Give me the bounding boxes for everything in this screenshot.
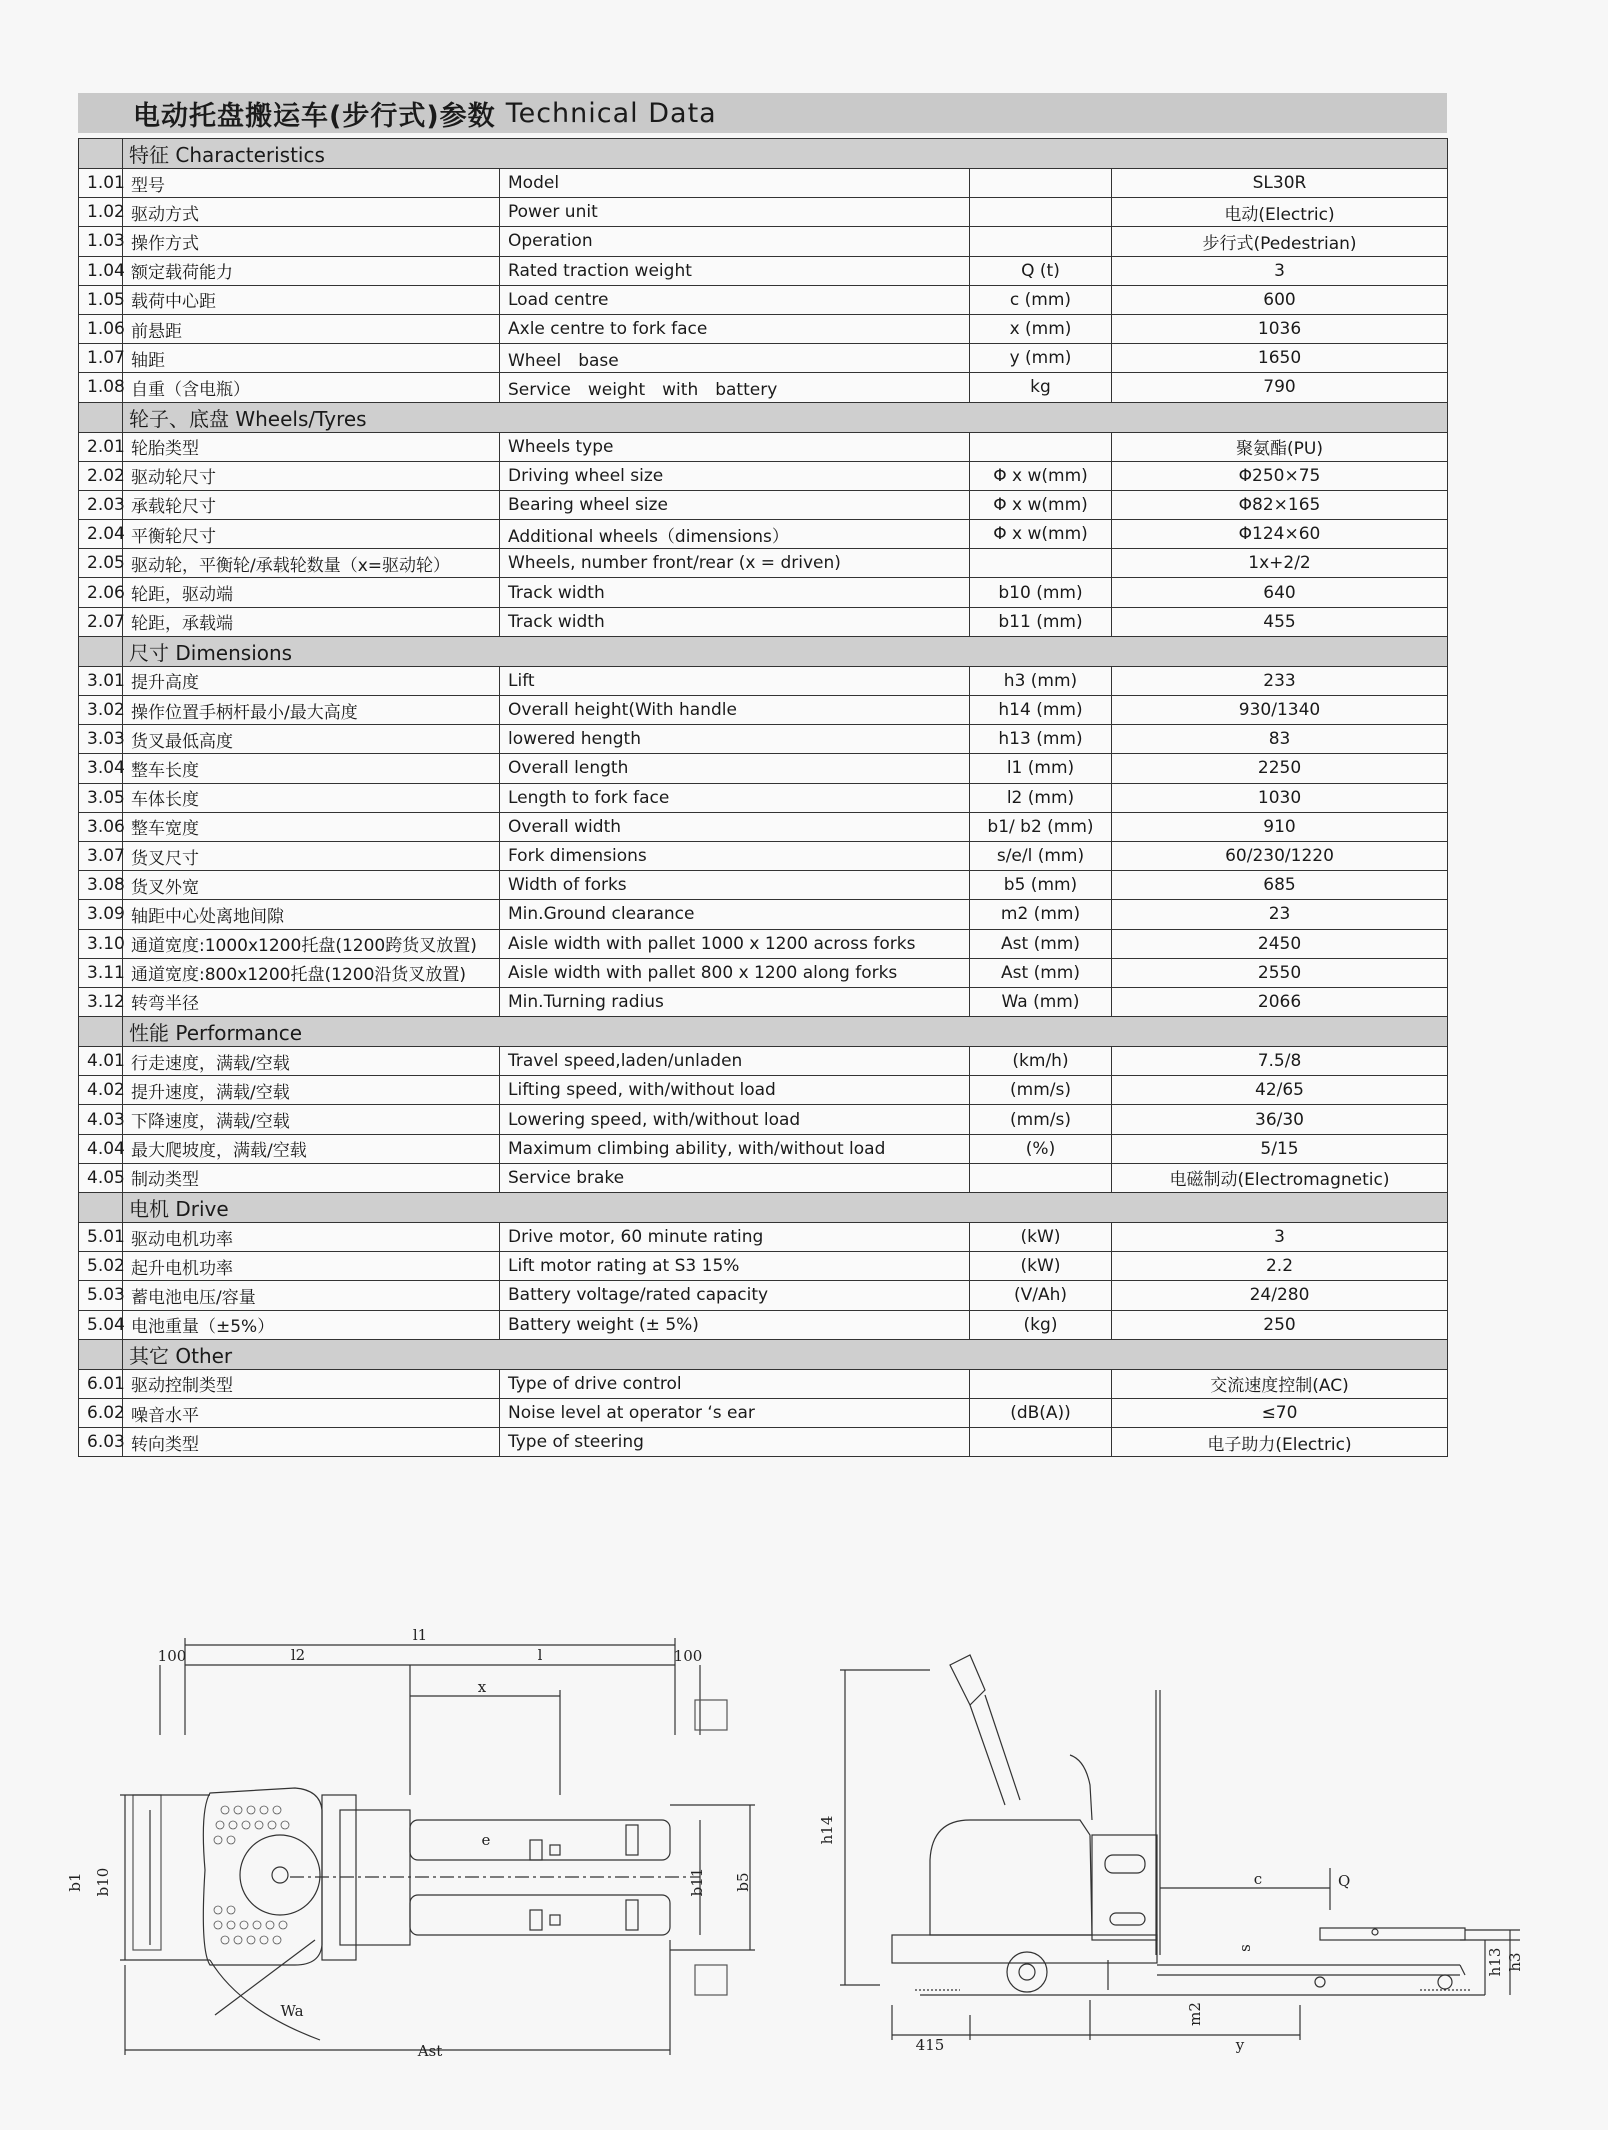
row-unit xyxy=(970,1163,1112,1192)
table-row xyxy=(79,490,1448,519)
row-label-cn: 承载轮尺寸 xyxy=(123,490,500,519)
row-label-cn: 平衡轮尺寸 xyxy=(123,520,500,549)
row-label-en: Overall height(With handle xyxy=(500,696,970,725)
row-value: Φ82×165 xyxy=(1112,490,1448,519)
section-label: 其它 Other xyxy=(123,1339,1448,1369)
row-unit: (kg) xyxy=(970,1310,1112,1339)
table-row xyxy=(79,607,1448,636)
table-row xyxy=(79,1428,1448,1457)
row-number: 3.02 xyxy=(79,696,123,725)
row-unit xyxy=(970,432,1112,461)
row-number: 3.11 xyxy=(79,958,123,987)
row-unit: s/e/l (mm) xyxy=(970,841,1112,870)
row-label-cn: 轴距中心处离地间隙 xyxy=(123,900,500,929)
row-number: 1.08 xyxy=(79,373,123,402)
table-row xyxy=(79,1281,1448,1310)
row-label-en: lowered hength xyxy=(500,725,970,754)
row-number: 1.01 xyxy=(79,169,123,198)
table-row xyxy=(79,754,1448,783)
row-label-cn: 电池重量（±5%） xyxy=(123,1310,500,1339)
row-value: 3 xyxy=(1112,1223,1448,1252)
row-label-en: Lift xyxy=(500,666,970,695)
row-value: 聚氨酯(PU) xyxy=(1112,432,1448,461)
row-value: 5/15 xyxy=(1112,1134,1448,1163)
row-unit: l1 (mm) xyxy=(970,754,1112,783)
row-label-en: Min.Ground clearance xyxy=(500,900,970,929)
table-row xyxy=(79,871,1448,900)
row-label-en: Service weight with battery xyxy=(500,373,970,402)
table-row xyxy=(79,432,1448,461)
row-number: 2.07 xyxy=(79,607,123,636)
table-row xyxy=(79,1047,1448,1076)
row-number: 5.04 xyxy=(79,1310,123,1339)
row-unit: (dB(A)) xyxy=(970,1398,1112,1427)
table-row xyxy=(79,958,1448,987)
table-row xyxy=(79,783,1448,812)
table-row xyxy=(79,1076,1448,1105)
row-label-en: Lowering speed, with/without load xyxy=(500,1105,970,1134)
section-blank-cell xyxy=(79,1339,123,1369)
row-label-cn: 下降速度，满载/空载 xyxy=(123,1105,500,1134)
row-value: 83 xyxy=(1112,725,1448,754)
row-label-en: Wheel base xyxy=(500,344,970,373)
row-unit xyxy=(970,1369,1112,1398)
row-number: 5.03 xyxy=(79,1281,123,1310)
row-number: 1.04 xyxy=(79,256,123,285)
row-label-en: Track width xyxy=(500,578,970,607)
row-unit: h13 (mm) xyxy=(970,725,1112,754)
row-value: 233 xyxy=(1112,666,1448,695)
row-value: 电磁制动(Electromagnetic) xyxy=(1112,1163,1448,1192)
row-unit xyxy=(970,227,1112,256)
row-value: 2550 xyxy=(1112,958,1448,987)
table-row xyxy=(79,987,1448,1016)
row-label-en: Min.Turning radius xyxy=(500,987,970,1016)
row-label-cn: 货叉尺寸 xyxy=(123,841,500,870)
row-value: 1036 xyxy=(1112,314,1448,343)
row-number: 3.05 xyxy=(79,783,123,812)
row-label-cn: 最大爬坡度，满载/空载 xyxy=(123,1134,500,1163)
row-label-cn: 型号 xyxy=(123,169,500,198)
row-number: 1.05 xyxy=(79,285,123,314)
row-label-cn: 驱动轮尺寸 xyxy=(123,461,500,490)
table-row xyxy=(79,1223,1448,1252)
row-number: 2.01 xyxy=(79,432,123,461)
row-number: 2.04 xyxy=(79,520,123,549)
section-blank-cell xyxy=(79,1193,123,1223)
table-row xyxy=(79,344,1448,373)
table-row xyxy=(79,696,1448,725)
table-row xyxy=(79,227,1448,256)
row-value: 电子助力(Electric) xyxy=(1112,1428,1448,1457)
row-value: 2.2 xyxy=(1112,1252,1448,1281)
row-unit: Φ x w(mm) xyxy=(970,520,1112,549)
row-number: 6.03 xyxy=(79,1428,123,1457)
row-unit: x (mm) xyxy=(970,314,1112,343)
dim-c: c xyxy=(1253,1870,1263,1888)
row-label-en: Wheels type xyxy=(500,432,970,461)
side-view-drawing xyxy=(818,1610,1524,2060)
row-unit: h3 (mm) xyxy=(970,666,1112,695)
row-value: 1030 xyxy=(1112,783,1448,812)
row-label-cn: 通道宽度:800x1200托盘(1200沿货叉放置) xyxy=(123,958,500,987)
table-row xyxy=(79,666,1448,695)
dim-415: 415 xyxy=(915,2036,945,2054)
section-blank-cell xyxy=(79,139,123,169)
table-row xyxy=(79,1252,1448,1281)
row-number: 2.02 xyxy=(79,461,123,490)
section-blank-cell xyxy=(79,402,123,432)
row-value: 790 xyxy=(1112,373,1448,402)
dim-h13: h13 xyxy=(1486,1947,1504,1977)
row-label-en: Battery voltage/rated capacity xyxy=(500,1281,970,1310)
dim-b11: b11 xyxy=(688,1867,706,1897)
row-unit: Φ x w(mm) xyxy=(970,461,1112,490)
row-number: 2.03 xyxy=(79,490,123,519)
section-header xyxy=(79,636,1448,666)
row-label-cn: 前悬距 xyxy=(123,314,500,343)
section-label: 轮子、底盘 Wheels/Tyres xyxy=(123,402,1448,432)
table-row xyxy=(79,1369,1448,1398)
row-unit: c (mm) xyxy=(970,285,1112,314)
row-unit xyxy=(970,169,1112,198)
row-unit xyxy=(970,198,1112,227)
row-label-cn: 载荷中心距 xyxy=(123,285,500,314)
row-value: 24/280 xyxy=(1112,1281,1448,1310)
row-number: 6.02 xyxy=(79,1398,123,1427)
row-unit: (km/h) xyxy=(970,1047,1112,1076)
row-number: 1.06 xyxy=(79,314,123,343)
row-label-cn: 噪音水平 xyxy=(123,1398,500,1427)
row-value: ≤70 xyxy=(1112,1398,1448,1427)
dim-m2: m2 xyxy=(1186,2002,1204,2026)
section-blank-cell xyxy=(79,636,123,666)
row-unit: Φ x w(mm) xyxy=(970,490,1112,519)
row-label-en: Rated traction weight xyxy=(500,256,970,285)
row-number: 4.04 xyxy=(79,1134,123,1163)
row-value: 2450 xyxy=(1112,929,1448,958)
row-number: 4.03 xyxy=(79,1105,123,1134)
table-row xyxy=(79,314,1448,343)
row-unit: y (mm) xyxy=(970,344,1112,373)
row-value: 685 xyxy=(1112,871,1448,900)
row-unit: Q (t) xyxy=(970,256,1112,285)
row-label-cn: 提升高度 xyxy=(123,666,500,695)
row-number: 3.07 xyxy=(79,841,123,870)
row-value: 36/30 xyxy=(1112,1105,1448,1134)
row-value: 455 xyxy=(1112,607,1448,636)
row-number: 3.06 xyxy=(79,812,123,841)
row-label-cn: 驱动轮，平衡轮/承载轮数量（x=驱动轮） xyxy=(123,549,500,578)
row-unit: (mm/s) xyxy=(970,1105,1112,1134)
row-label-cn: 轴距 xyxy=(123,344,500,373)
row-unit: b10 (mm) xyxy=(970,578,1112,607)
row-label-en: Travel speed,laden/unladen xyxy=(500,1047,970,1076)
dim-l2: l2 xyxy=(290,1646,306,1664)
row-unit xyxy=(970,549,1112,578)
row-label-cn: 货叉最低高度 xyxy=(123,725,500,754)
row-label-en: Lift motor rating at S3 15% xyxy=(500,1252,970,1281)
row-label-cn: 额定载荷能力 xyxy=(123,256,500,285)
dim-wa: Wa xyxy=(280,2002,304,2020)
table-row xyxy=(79,812,1448,841)
row-label-en: Power unit xyxy=(500,198,970,227)
row-label-en: Operation xyxy=(500,227,970,256)
row-label-cn: 货叉外宽 xyxy=(123,871,500,900)
row-label-en: Length to fork face xyxy=(500,783,970,812)
row-unit: Ast (mm) xyxy=(970,929,1112,958)
row-value: 1x+2/2 xyxy=(1112,549,1448,578)
row-label-en: Overall length xyxy=(500,754,970,783)
row-label-en: Track width xyxy=(500,607,970,636)
table-row xyxy=(79,520,1448,549)
row-label-cn: 轮胎类型 xyxy=(123,432,500,461)
dim-h3: h3 xyxy=(1506,1952,1524,1972)
row-value: 3 xyxy=(1112,256,1448,285)
table-row xyxy=(79,1163,1448,1192)
drawings xyxy=(60,1610,1560,2060)
row-label-en: Lifting speed, with/without load xyxy=(500,1076,970,1105)
row-number: 3.10 xyxy=(79,929,123,958)
row-label-cn: 自重（含电瓶） xyxy=(123,373,500,402)
row-label-cn: 转弯半径 xyxy=(123,987,500,1016)
row-number: 1.03 xyxy=(79,227,123,256)
technical-data-table xyxy=(78,138,1448,1457)
table-row xyxy=(79,461,1448,490)
row-label-cn: 操作方式 xyxy=(123,227,500,256)
row-number: 3.09 xyxy=(79,900,123,929)
row-label-en: Battery weight (± 5%) xyxy=(500,1310,970,1339)
row-unit: (kW) xyxy=(970,1223,1112,1252)
table-row xyxy=(79,929,1448,958)
row-unit: (%) xyxy=(970,1134,1112,1163)
row-unit: h14 (mm) xyxy=(970,696,1112,725)
row-label-en: Maximum climbing ability, with/without load xyxy=(500,1134,970,1163)
row-unit: l2 (mm) xyxy=(970,783,1112,812)
row-number: 3.08 xyxy=(79,871,123,900)
row-label-cn: 起升电机功率 xyxy=(123,1252,500,1281)
title-en: Technical Data xyxy=(505,97,717,129)
row-label-en: Overall width xyxy=(500,812,970,841)
table-row xyxy=(79,1310,1448,1339)
dim-clear-left: 100 xyxy=(157,1647,187,1665)
title-cn: 电动托盘搬运车(步行式)参数 xyxy=(133,100,496,132)
row-value: 250 xyxy=(1112,1310,1448,1339)
table-row xyxy=(79,198,1448,227)
section-header xyxy=(79,139,1448,169)
row-label-cn: 操作位置手柄杆最小/最大高度 xyxy=(123,696,500,725)
dim-clear-right: 100 xyxy=(673,1647,703,1665)
section-header xyxy=(79,1193,1448,1223)
row-number: 3.01 xyxy=(79,666,123,695)
row-label-en: Driving wheel size xyxy=(500,461,970,490)
section-header xyxy=(79,1017,1448,1047)
row-number: 4.05 xyxy=(79,1163,123,1192)
section-label: 尺寸 Dimensions xyxy=(123,636,1448,666)
row-value: Φ124×60 xyxy=(1112,520,1448,549)
row-label-en: Noise level at operator ‘s ear xyxy=(500,1398,970,1427)
row-label-en: Bearing wheel size xyxy=(500,490,970,519)
row-label-en: Load centre xyxy=(500,285,970,314)
dim-l1: l1 xyxy=(412,1626,428,1644)
row-value: 60/230/1220 xyxy=(1112,841,1448,870)
row-number: 2.05 xyxy=(79,549,123,578)
section-label: 电机 Drive xyxy=(123,1193,1448,1223)
row-label-en: Aisle width with pallet 800 x 1200 along forks xyxy=(500,958,970,987)
section-label: 性能 Performance xyxy=(123,1017,1448,1047)
table-row xyxy=(79,900,1448,929)
row-label-cn: 通道宽度:1000x1200托盘(1200跨货叉放置) xyxy=(123,929,500,958)
row-value: SL30R xyxy=(1112,169,1448,198)
row-unit: m2 (mm) xyxy=(970,900,1112,929)
row-label-en: Service brake xyxy=(500,1163,970,1192)
section-header xyxy=(79,402,1448,432)
row-value: 910 xyxy=(1112,812,1448,841)
row-number: 3.12 xyxy=(79,987,123,1016)
row-number: 6.01 xyxy=(79,1369,123,1398)
row-label-cn: 驱动控制类型 xyxy=(123,1369,500,1398)
row-label-cn: 驱动电机功率 xyxy=(123,1223,500,1252)
table-row xyxy=(79,1398,1448,1427)
row-unit: Ast (mm) xyxy=(970,958,1112,987)
row-label-cn: 整车长度 xyxy=(123,754,500,783)
row-value: 2250 xyxy=(1112,754,1448,783)
dim-l: l xyxy=(537,1646,543,1664)
page-title xyxy=(78,93,1447,133)
row-number: 5.02 xyxy=(79,1252,123,1281)
row-label-en: Additional wheels（dimensions） xyxy=(500,520,970,549)
row-label-cn: 驱动方式 xyxy=(123,198,500,227)
row-value: 7.5/8 xyxy=(1112,1047,1448,1076)
row-number: 1.07 xyxy=(79,344,123,373)
row-label-en: Axle centre to fork face xyxy=(500,314,970,343)
dim-ast: Ast xyxy=(417,2042,443,2060)
table-row xyxy=(79,285,1448,314)
dim-q: Q xyxy=(1338,1872,1351,1890)
row-label-cn: 行走速度，满载/空载 xyxy=(123,1047,500,1076)
row-label-en: Fork dimensions xyxy=(500,841,970,870)
row-number: 4.02 xyxy=(79,1076,123,1105)
row-unit: (V/Ah) xyxy=(970,1281,1112,1310)
row-label-en: Width of forks xyxy=(500,871,970,900)
table-row xyxy=(79,725,1448,754)
table-row xyxy=(79,169,1448,198)
row-unit: Wa (mm) xyxy=(970,987,1112,1016)
row-number: 3.04 xyxy=(79,754,123,783)
row-label-cn: 提升速度，满载/空载 xyxy=(123,1076,500,1105)
dim-b10: b10 xyxy=(94,1867,112,1897)
section-label: 特征 Characteristics xyxy=(123,139,1448,169)
row-label-en: Drive motor, 60 minute rating xyxy=(500,1223,970,1252)
row-number: 1.02 xyxy=(79,198,123,227)
row-label-cn: 蓄电池电压/容量 xyxy=(123,1281,500,1310)
top-view-drawing xyxy=(60,1610,780,2060)
row-value: 42/65 xyxy=(1112,1076,1448,1105)
row-value: 1650 xyxy=(1112,344,1448,373)
dim-b5: b5 xyxy=(734,1872,752,1892)
row-label-cn: 整车宽度 xyxy=(123,812,500,841)
row-value: 640 xyxy=(1112,578,1448,607)
row-unit: b11 (mm) xyxy=(970,607,1112,636)
row-number: 2.06 xyxy=(79,578,123,607)
row-value: 600 xyxy=(1112,285,1448,314)
row-label-en: Wheels, number front/rear (x = driven) xyxy=(500,549,970,578)
table-row xyxy=(79,549,1448,578)
row-value: 930/1340 xyxy=(1112,696,1448,725)
row-unit: b1/ b2 (mm) xyxy=(970,812,1112,841)
row-unit: (kW) xyxy=(970,1252,1112,1281)
table-row xyxy=(79,373,1448,402)
row-label-en: Aisle width with pallet 1000 x 1200 across forks xyxy=(500,929,970,958)
row-label-en: Type of steering xyxy=(500,1428,970,1457)
row-number: 5.01 xyxy=(79,1223,123,1252)
table-row xyxy=(79,1134,1448,1163)
row-unit: (mm/s) xyxy=(970,1076,1112,1105)
row-value: 步行式(Pedestrian) xyxy=(1112,227,1448,256)
dim-b1: b1 xyxy=(66,1872,84,1892)
row-value: Φ250×75 xyxy=(1112,461,1448,490)
table-row xyxy=(79,841,1448,870)
row-unit: kg xyxy=(970,373,1112,402)
row-value: 2066 xyxy=(1112,987,1448,1016)
row-unit xyxy=(970,1428,1112,1457)
table-row xyxy=(79,578,1448,607)
dim-x: x xyxy=(477,1678,487,1696)
row-number: 4.01 xyxy=(79,1047,123,1076)
table-row xyxy=(79,1105,1448,1134)
row-value: 23 xyxy=(1112,900,1448,929)
dim-y: y xyxy=(1235,2036,1245,2054)
dim-s: s xyxy=(1236,1944,1254,1952)
table-row xyxy=(79,256,1448,285)
row-number: 3.03 xyxy=(79,725,123,754)
row-value: 交流速度控制(AC) xyxy=(1112,1369,1448,1398)
row-label-cn: 车体长度 xyxy=(123,783,500,812)
row-value: 电动(Electric) xyxy=(1112,198,1448,227)
row-unit: b5 (mm) xyxy=(970,871,1112,900)
row-label-cn: 轮距，承载端 xyxy=(123,607,500,636)
row-label-en: Type of drive control xyxy=(500,1369,970,1398)
row-label-cn: 轮距，驱动端 xyxy=(123,578,500,607)
dim-e: e xyxy=(481,1831,491,1849)
row-label-cn: 转向类型 xyxy=(123,1428,500,1457)
section-blank-cell xyxy=(79,1017,123,1047)
section-header xyxy=(79,1339,1448,1369)
dim-h14: h14 xyxy=(818,1815,836,1845)
row-label-en: Model xyxy=(500,169,970,198)
row-label-cn: 制动类型 xyxy=(123,1163,500,1192)
